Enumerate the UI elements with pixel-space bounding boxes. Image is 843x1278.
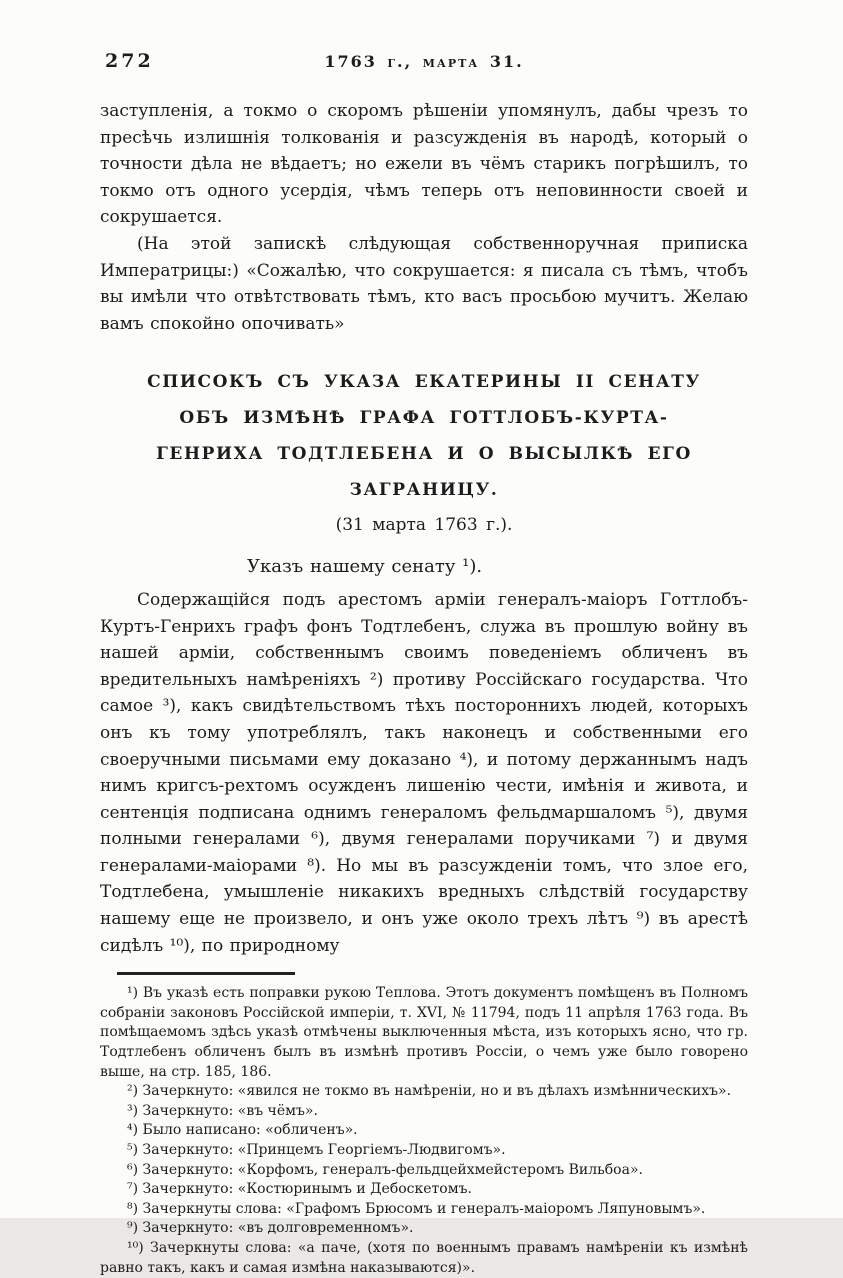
empress-note-paragraph: (На этой запискѣ слѣдующая собственноручная приписка Императрицы:) «Сожалѣю, что сокрушается: я писала съ тѣмъ, чтобъ вы имѣли что отвѣтствовать тѣмъ, кто васъ просьбою мучитъ. Желаю вамъ спокойно опочивать» xyxy=(100,233,748,334)
ukaz-body-paragraph: Содержащійся подъ арестомъ арміи генералъ-маіоръ Готтлобъ-Куртъ-Генрихъ графъ фонъ Тодтлебенъ, служа въ прошлую войну въ нашей арміи, собственнымъ своимъ поведеніемъ обличенъ въ вредительныхъ намѣреніяхъ ²) противу Россійскаго государства. Что самое ³), какъ свидѣтельствомъ тѣхъ постороннихъ людей, которыхъ онъ къ тому употреблялъ, такъ наконецъ и собственными его своеручными письмами ему доказано ⁴), и потому держаннымъ надъ нимъ кригсъ-рехтомъ осужденъ лишенію чести, имѣнія и живота, и сентенція подписана однимъ генераломъ фельдмаршаломъ ⁵), двумя полными генералами ⁶), двумя генералами поручиками ⁷) и двумя генералами-маіорами ⁸). Но мы въ разсужденіи томъ, что злое его, Тодтлебена, умышленіе никакихъ вредныхъ слѣдствій государству нашему еще не произвело, и онъ уже около трехъ лѣтъ ⁹) въ арестѣ сидѣлъ ¹⁰), по природному xyxy=(100,589,748,956)
page-number: 272 xyxy=(105,50,154,72)
footnote-separator-rule xyxy=(117,972,295,975)
running-title: 1763 г., марта 31. xyxy=(324,52,524,71)
footnote-4: ⁴) Было написано: «обличенъ». xyxy=(127,1122,358,1139)
footnote-3: ³) Зачеркнуто: «въ чёмъ». xyxy=(127,1102,318,1119)
footnotes-block xyxy=(100,984,748,1278)
footnote-1: ¹) Въ указѣ есть поправки рукою Теплова. Этотъ документъ помѣщенъ въ Полномъ собраніи законовъ Россійской имперіи, т. XVI, № 11794, подъ 11 апрѣля 1763 года. Въ помѣщаемомъ здѣсь указѣ отмѣчены выключенныя мѣста, изъ которыхъ ясно, что гр. Тодтлебенъ обличенъ былъ въ измѣнѣ противъ Россіи, о чемъ уже было говорено выше, на стр. 185, 186. xyxy=(100,985,748,1080)
footnote-10: ¹⁰) Зачеркнуты слова: «а паче, (хотя по военнымъ правамъ намѣреніи къ измѣнѣ равно такъ, какъ и самая измѣна наказываются)». xyxy=(100,1239,748,1276)
ukaz-salutation: Указъ нашему сенату ¹). xyxy=(247,556,483,578)
footnote-7: ⁷) Зачеркнуто: «Костюринымъ и Дебоскетомъ. xyxy=(127,1181,472,1198)
paragraph-continuation: заступленія, а токмо о скоромъ рѣшеніи упомянулъ, дабы чрезъ то пресѣчь излишнія толкованія и разсужденія въ народѣ, который о точности дѣла не вѣдаетъ; но ежели въ чёмъ старикъ погрѣшилъ, то токмо отъ одного усердія, чѣмъ теперь отъ неповинности своей и сокрушается. xyxy=(100,101,748,228)
footnote-5: ⁵) Зачеркнуто: «Принцемъ Георгіемъ-Людвигомъ». xyxy=(127,1142,506,1158)
footnote-9: ⁹) Зачеркнуто: «въ долговременномъ». xyxy=(127,1220,414,1237)
ukaz-date: (31 марта 1763 г.). xyxy=(335,515,513,536)
running-head xyxy=(100,50,748,76)
footnote-6: ⁶) Зачеркнуто: «Корфомъ, генералъ-фельдцейхмейстеромъ Вильбоа». xyxy=(127,1161,643,1178)
footnote-2: ²) Зачеркнуто: «явился не токмо въ намѣреніи, но и въ дѣлахъ измѣнническихъ». xyxy=(127,1083,732,1100)
footnote-8: ⁸) Зачеркнуты слова: «Графомъ Брюсомъ и генералъ-маіоромъ Ляпуновымъ». xyxy=(127,1200,706,1217)
ukaz-title: СПИСОКЪ СЪ УКАЗА ЕКАТЕРИНЫ II СЕНАТУ ОБЪ ИЗМѢНѢ ГРАФА ГОТТЛОБЪ-КУРТА-ГЕНРИХА ТОДТЛЕБЕНА И О ВЫСЫЛКѢ ЕГО ЗАГРАНИЦУ. xyxy=(147,372,701,501)
